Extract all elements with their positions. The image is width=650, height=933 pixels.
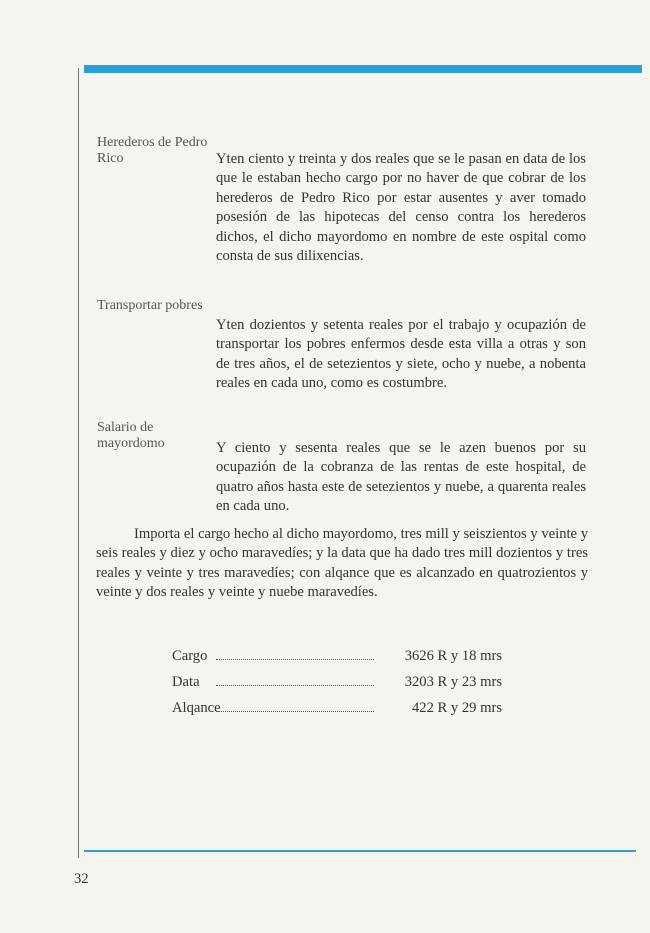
totals-table	[172, 648, 502, 726]
total-value: 3626 R y 18 mrs	[404, 648, 502, 664]
margin-note: Transportar pobres	[97, 298, 203, 313]
dot-leader	[216, 675, 374, 686]
total-label: Cargo	[172, 648, 208, 664]
total-row-cargo	[172, 648, 502, 674]
margin-note: Herederos de Pedro Rico	[97, 135, 208, 166]
top-accent-bar	[84, 65, 642, 73]
summary-paragraph: Importa el cargo hecho al dicho mayordomo, tres mill y seiszientos y veinte y seis reales y diez y ocho maravedíes; y la data que ha dado tres mill dozientos y tres reales y veinte y tres maravedíes; con alqance que es alcanzado en quatrozientos y veinte y dos reales y veinte y nuebe maravedíes.	[96, 526, 588, 601]
entry-text: Yten ciento y treinta y dos reales que se le pasan en data de los que le estaban hecho cargo por no haver de que cobrar de los herederos de Pedro Rico por estar ausentes y aver tomado posesión de las hipotecas del censo contra los herederos dichos, el dicho mayordomo en nombre de este ospital como consta de sus dilixencias.	[216, 151, 586, 265]
total-value: 3203 R y 23 mrs	[404, 674, 502, 690]
total-value: 422 R y 29 mrs	[412, 700, 502, 716]
entry-text: Yten dozientos y setenta reales por el trabajo y ocupazión de transportar los pobres enfermos desde esta villa a otras y son de tres años, el de setezientos y siete, ocho y nuebe, a nobenta reales en cada uno, como es costumbre.	[216, 317, 586, 392]
dot-leader	[216, 649, 374, 660]
total-row-alqance	[172, 700, 502, 726]
page-number: 32	[74, 871, 89, 887]
total-row-data	[172, 674, 502, 700]
total-label: Alqance	[172, 700, 221, 716]
left-margin-rule	[78, 68, 79, 858]
entry-text: Y ciento y sesenta reales que se le azen buenos por su ocupazión de la cobranza de las rentas de este hospital, de quatro años hasta este de setezientos y nuebe, a quarenta reales en cada uno.	[216, 440, 586, 515]
dot-leader	[216, 701, 374, 712]
total-label: Data	[172, 674, 200, 690]
bottom-accent-rule	[84, 850, 636, 852]
margin-note: Salario de mayordomo	[97, 420, 165, 451]
